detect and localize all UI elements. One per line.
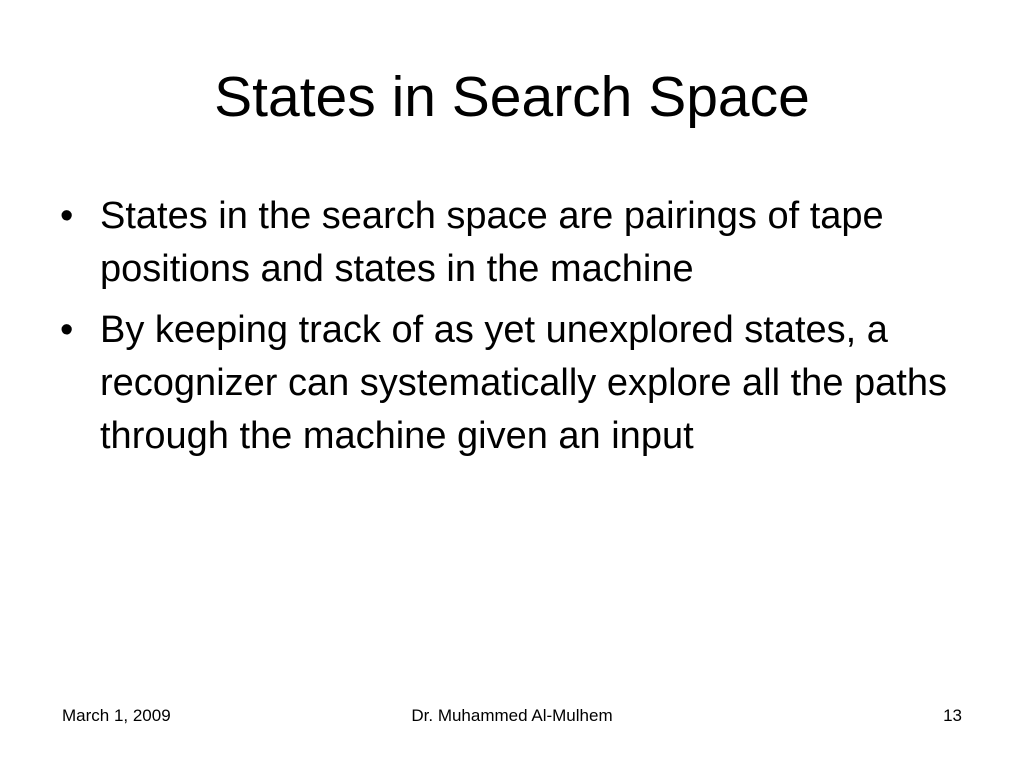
bullet-dot-icon: • (60, 195, 74, 237)
bullet-list (60, 190, 960, 471)
bullet-text: States in the search space are pairings of tape positions and states in the machine (100, 195, 884, 290)
footer-date: March 1, 2009 (62, 706, 171, 725)
bullet-item (60, 190, 960, 296)
footer-author: Dr. Muhammed Al-Mulhem (411, 706, 613, 725)
footer-page-number: 13 (943, 706, 962, 725)
bullet-dot-icon: • (60, 309, 74, 351)
bullet-text: By keeping track of as yet unexplored states, a recognizer can systematically explore all the paths through the machine given an input (100, 309, 947, 457)
bullet-item (60, 304, 960, 463)
slide-title: States in Search Space (214, 65, 810, 129)
